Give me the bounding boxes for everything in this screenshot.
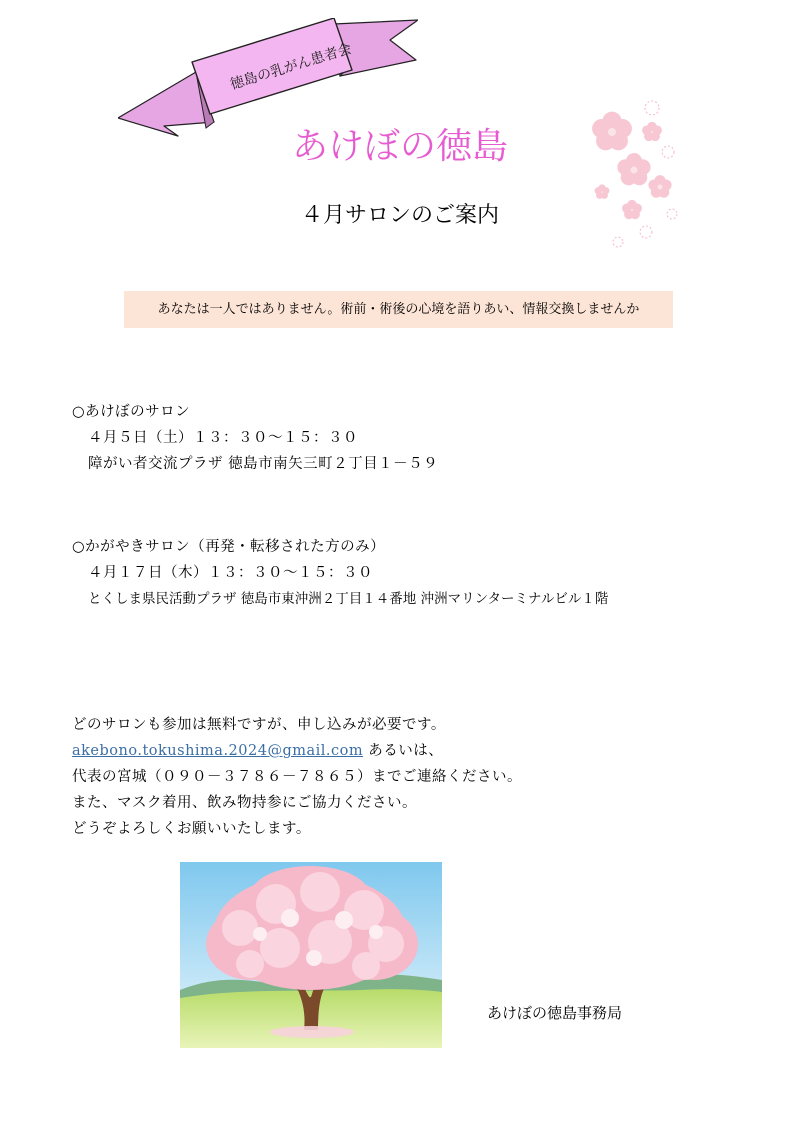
notes-line-free: どのサロンも参加は無料ですが、申し込みが必要です。 — [72, 717, 446, 733]
salon-2-location: とくしま県民活動プラザ 徳島市東沖洲２丁目１４番地 沖洲マリンターミナルビル１階 — [88, 591, 609, 607]
notes-line-email — [72, 739, 443, 760]
message-banner: あなたは一人ではありません。術前・術後の心境を語りあい、情報交換しませんか — [124, 291, 673, 328]
salon-2-name: ○かがやきサロン（再発・転移された方のみ） — [72, 539, 386, 555]
office-name: あけぼの徳島事務局 — [487, 1004, 623, 1022]
email-suffix: あるいは、 — [363, 743, 444, 759]
salon-2-datetime: ４月１７日（木）１３：３０～１５：３０ — [88, 565, 373, 581]
cherry-tree-illustration — [180, 862, 442, 1048]
email-link[interactable]: akebono.tokushima.2024@gmail.com — [72, 743, 364, 759]
notes-line-contact: 代表の宮城（０９０－３７８６－７８６５）までご連絡ください。 — [72, 769, 522, 785]
notes-line-mask: また、マスク着用、飲み物持参にご協力ください。 — [72, 795, 417, 811]
salon-1-datetime: ４月５日（土）１３：３０～１５：３０ — [88, 430, 358, 446]
salon-1-location: 障がい者交流プラザ 徳島市南矢三町２丁目１－５９ — [88, 456, 439, 472]
notes-line-regards: どうぞよろしくお願いいたします。 — [72, 821, 311, 837]
page-subtitle: ４月サロンのご案内 — [300, 203, 499, 228]
ribbon-text: 徳島の乳がん患者会 — [228, 40, 354, 94]
salon-1-name: ○あけぼのサロン — [72, 404, 191, 420]
brand-title: あけぼの徳島 — [291, 126, 508, 167]
